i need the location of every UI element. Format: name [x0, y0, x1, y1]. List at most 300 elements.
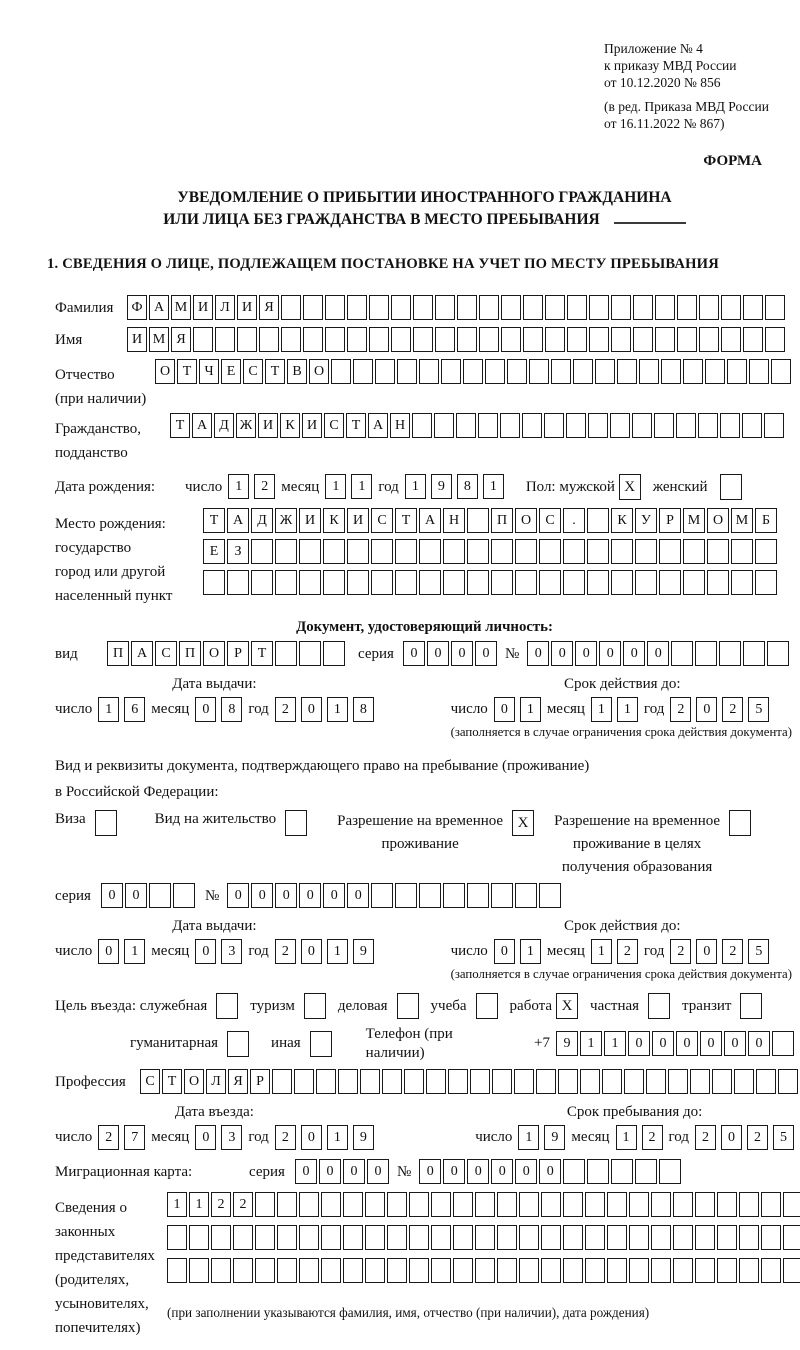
- char-cell: И: [347, 508, 369, 533]
- char-cell: 1: [228, 474, 249, 499]
- char-cell: 0: [195, 939, 216, 964]
- given-name-row: [55, 327, 794, 352]
- char-cell: [717, 1225, 737, 1250]
- birth-place-label: Место рождения: государство город или другой населенный пункт: [55, 515, 173, 604]
- char-cell: [395, 539, 417, 564]
- identity-series-cells: [403, 641, 497, 666]
- char-cell: [607, 1225, 627, 1250]
- char-cell: О: [184, 1069, 204, 1094]
- char-cell: [717, 1192, 737, 1217]
- stay-doc-issue-date-group: [55, 939, 374, 964]
- char-cell: 8: [353, 697, 374, 722]
- char-cell: О: [203, 641, 225, 666]
- char-cell: 2: [695, 1125, 716, 1150]
- purpose-label: Цель въезда:: [55, 997, 136, 1014]
- stay-doc-issue-heading: Дата выдачи:: [172, 918, 257, 935]
- char-cell: Т: [265, 359, 285, 384]
- title-line1: УВЕДОМЛЕНИЕ О ПРИБЫТИИ ИНОСТРАННОГО ГРАЖДАНИНА: [177, 188, 672, 206]
- char-cell: Н: [390, 413, 410, 438]
- char-cell: [281, 295, 301, 320]
- char-cell: [281, 327, 301, 352]
- char-cell: А: [131, 641, 153, 666]
- surname-cells: [127, 295, 785, 320]
- char-cell: 2: [670, 697, 691, 722]
- purpose-option-transit: транзит: [682, 993, 762, 1019]
- char-cell: [371, 539, 393, 564]
- char-cell: 0: [539, 1159, 561, 1184]
- patronymic-row: [55, 359, 794, 411]
- char-cell: 0: [98, 939, 119, 964]
- char-cell: [764, 413, 784, 438]
- date-part-label: год: [643, 701, 665, 718]
- date-part-cells: [405, 474, 504, 499]
- char-cell: [756, 1069, 776, 1094]
- char-cell: [299, 539, 321, 564]
- char-cell: Р: [227, 641, 249, 666]
- temp-residence-checkbox: X: [512, 810, 534, 836]
- char-cell: 1: [167, 1192, 187, 1217]
- appendix-line: от 10.12.2020 № 856: [604, 75, 721, 90]
- char-cell: [303, 327, 323, 352]
- date-part-cells: [98, 939, 145, 964]
- char-cell: С: [140, 1069, 160, 1094]
- char-cell: 2: [747, 1125, 768, 1150]
- char-cell: [431, 1225, 451, 1250]
- char-cell: [610, 413, 630, 438]
- char-cell: [705, 359, 725, 384]
- char-cell: [607, 1258, 627, 1283]
- char-cell: К: [323, 508, 345, 533]
- char-cell: [467, 883, 489, 908]
- char-cell: [237, 327, 257, 352]
- char-cell: 2: [254, 474, 275, 499]
- date-part-label: год: [248, 701, 269, 718]
- date-part-cells: [275, 939, 374, 964]
- char-cell: [655, 295, 675, 320]
- char-cell: [453, 1258, 473, 1283]
- char-cell: С: [324, 413, 344, 438]
- char-cell: [443, 570, 465, 595]
- char-cell: [321, 1258, 341, 1283]
- char-cell: [677, 295, 697, 320]
- char-cell: [434, 413, 454, 438]
- char-cell: Я: [171, 327, 191, 352]
- char-cell: Е: [221, 359, 241, 384]
- char-cell: А: [149, 295, 169, 320]
- legal-reps-row1-cells: [167, 1192, 800, 1217]
- char-cell: 0: [319, 1159, 341, 1184]
- char-cell: [515, 570, 537, 595]
- char-cell: [167, 1225, 187, 1250]
- date-part-label: месяц: [546, 943, 585, 960]
- char-cell: [497, 1225, 517, 1250]
- char-cell: Е: [203, 539, 225, 564]
- char-cell: 0: [515, 1159, 537, 1184]
- char-cell: 2: [722, 697, 743, 722]
- stay-until-col: [475, 1103, 794, 1150]
- identity-doc-row: [55, 641, 794, 666]
- char-cell: 0: [195, 1125, 216, 1150]
- char-cell: [589, 327, 609, 352]
- char-cell: [761, 1258, 781, 1283]
- date-part-cells: [98, 697, 145, 722]
- char-cell: [673, 1258, 693, 1283]
- char-cell: [721, 295, 741, 320]
- char-cell: [580, 1069, 600, 1094]
- char-cell: 0: [295, 1159, 317, 1184]
- char-cell: [275, 539, 297, 564]
- char-cell: Т: [177, 359, 197, 384]
- char-cell: [563, 539, 585, 564]
- char-cell: 0: [367, 1159, 389, 1184]
- char-cell: [695, 1192, 715, 1217]
- char-cell: [611, 295, 631, 320]
- char-cell: [343, 1258, 363, 1283]
- char-cell: 0: [623, 641, 645, 666]
- char-cell: [189, 1258, 209, 1283]
- char-cell: [734, 1069, 754, 1094]
- char-cell: [651, 1225, 671, 1250]
- char-cell: 0: [696, 697, 717, 722]
- sex-male-checkbox: X: [619, 474, 641, 500]
- legal-reps-row2-cells: [167, 1225, 800, 1250]
- char-cell: Т: [162, 1069, 182, 1094]
- char-cell: 2: [275, 697, 296, 722]
- citizenship-row: [55, 413, 794, 465]
- char-cell: 0: [299, 883, 321, 908]
- patronymic-label: Отчество (при наличии): [55, 366, 147, 407]
- char-cell: 0: [475, 641, 497, 666]
- char-cell: [519, 1258, 539, 1283]
- char-cell: [783, 1258, 800, 1283]
- char-cell: Т: [251, 641, 273, 666]
- char-cell: [491, 539, 513, 564]
- char-cell: [563, 570, 585, 595]
- legal-reps-label: Сведения о законных представителях (родителях, усыновителях, попечителях): [55, 1200, 155, 1337]
- char-cell: А: [227, 508, 249, 533]
- purpose-humanitarian-checkbox: [227, 1031, 249, 1057]
- char-cell: 0: [724, 1031, 746, 1056]
- char-cell: [412, 413, 432, 438]
- char-cell: [360, 1069, 380, 1094]
- char-cell: О: [707, 508, 729, 533]
- char-cell: [303, 295, 323, 320]
- char-cell: [683, 359, 703, 384]
- char-cell: 0: [347, 883, 369, 908]
- date-part-label: число: [475, 1129, 513, 1146]
- char-cell: [739, 1192, 759, 1217]
- appendix-line: Приложение № 4: [604, 41, 703, 56]
- char-cell: [635, 539, 657, 564]
- identity-valid-heading: Срок действия до:: [563, 676, 681, 693]
- char-cell: [541, 1192, 561, 1217]
- date-part-label: число: [450, 943, 488, 960]
- char-cell: [404, 1069, 424, 1094]
- patronymic-cells: [155, 359, 791, 384]
- char-cell: М: [171, 295, 191, 320]
- char-cell: [321, 1192, 341, 1217]
- char-cell: [316, 1069, 336, 1094]
- char-cell: [629, 1258, 649, 1283]
- char-cell: [545, 327, 565, 352]
- char-cell: Я: [259, 295, 279, 320]
- char-cell: 0: [301, 1125, 322, 1150]
- char-cell: К: [280, 413, 300, 438]
- residence-permit-label: Вид на жительство: [154, 811, 277, 828]
- char-cell: Ж: [275, 508, 297, 533]
- char-cell: [587, 539, 609, 564]
- char-cell: [321, 1225, 341, 1250]
- date-part-cells: [616, 1125, 663, 1150]
- date-part-label: месяц: [571, 1129, 610, 1146]
- date-part-label: месяц: [281, 478, 320, 495]
- char-cell: [529, 359, 549, 384]
- char-cell: 3: [221, 939, 242, 964]
- char-cell: [387, 1258, 407, 1283]
- entry-date-heading: Дата въезда:: [174, 1104, 254, 1121]
- char-cell: 1: [591, 939, 612, 964]
- char-cell: 0: [494, 939, 515, 964]
- char-cell: 1: [405, 474, 426, 499]
- char-cell: Д: [251, 508, 273, 533]
- section1-heading: 1. СВЕДЕНИЯ О ЛИЦЕ, ПОДЛЕЖАЩЕМ ПОСТАНОВКЕ НА УЧЕТ ПО МЕСТУ ПРЕБЫВАНИЯ: [47, 255, 719, 272]
- char-cell: [467, 508, 489, 533]
- char-cell: [563, 1258, 583, 1283]
- identity-series-label: серия: [358, 646, 394, 663]
- birth-date-label: Дата рождения:: [55, 478, 156, 495]
- char-cell: [683, 570, 705, 595]
- purpose-transit-checkbox: [740, 993, 762, 1019]
- char-cell: [419, 570, 441, 595]
- char-cell: [413, 295, 433, 320]
- date-part-label: год: [248, 1129, 269, 1146]
- char-cell: [409, 1225, 429, 1250]
- char-cell: [515, 539, 537, 564]
- char-cell: [536, 1069, 556, 1094]
- char-cell: [749, 359, 769, 384]
- char-cell: 6: [124, 697, 145, 722]
- char-cell: 0: [494, 697, 515, 722]
- char-cell: [323, 539, 345, 564]
- char-cell: [343, 1192, 363, 1217]
- char-cell: 1: [604, 1031, 626, 1056]
- char-cell: [783, 1225, 800, 1250]
- char-cell: [519, 1192, 539, 1217]
- date-part-label: месяц: [151, 701, 190, 718]
- char-cell: [695, 1258, 715, 1283]
- char-cell: [659, 539, 681, 564]
- char-cell: [646, 1069, 666, 1094]
- char-cell: [783, 1192, 800, 1217]
- char-cell: [255, 1192, 275, 1217]
- purpose-option-work: работа X: [510, 993, 579, 1019]
- char-cell: 0: [647, 641, 669, 666]
- char-cell: [448, 1069, 468, 1094]
- char-cell: [453, 1192, 473, 1217]
- char-cell: 8: [221, 697, 242, 722]
- char-cell: Р: [659, 508, 681, 533]
- char-cell: М: [149, 327, 169, 352]
- char-cell: [331, 359, 351, 384]
- char-cell: 0: [427, 641, 449, 666]
- purpose-option-business: служебная: [140, 993, 239, 1019]
- char-cell: [365, 1258, 385, 1283]
- char-cell: [275, 641, 297, 666]
- char-cell: [739, 1225, 759, 1250]
- char-cell: [566, 413, 586, 438]
- char-cell: [695, 1225, 715, 1250]
- char-cell: [544, 413, 564, 438]
- purpose-row: [55, 993, 794, 1019]
- char-cell: И: [258, 413, 278, 438]
- char-cell: [721, 327, 741, 352]
- given-name-cells: [127, 327, 785, 352]
- char-cell: И: [127, 327, 147, 352]
- char-cell: [491, 883, 513, 908]
- date-part-cells: [670, 697, 769, 722]
- char-cell: Л: [206, 1069, 226, 1094]
- residence-permit-option: [155, 810, 307, 836]
- purpose-option-tourism: туризм: [250, 993, 326, 1019]
- char-cell: [661, 359, 681, 384]
- char-cell: О: [309, 359, 329, 384]
- entry-date-group: [55, 1125, 374, 1150]
- char-cell: П: [107, 641, 129, 666]
- char-cell: [698, 413, 718, 438]
- char-cell: [515, 883, 537, 908]
- char-cell: М: [731, 508, 753, 533]
- purpose-option-other: иная: [271, 1031, 332, 1057]
- char-cell: [470, 1069, 490, 1094]
- date-part-label: год: [668, 1129, 689, 1146]
- purpose-option-humanitarian: гуманитарная: [130, 1031, 249, 1057]
- char-cell: [558, 1069, 578, 1094]
- title-line2: ИЛИ ЛИЦА БЕЗ ГРАЖДАНСТВА В МЕСТО ПРЕБЫВАНИЯ: [55, 209, 794, 231]
- birth-place-row3-cells: [203, 570, 777, 595]
- char-cell: К: [611, 508, 633, 533]
- char-cell: [227, 570, 249, 595]
- char-cell: [233, 1225, 253, 1250]
- char-cell: [211, 1258, 231, 1283]
- char-cell: 0: [227, 883, 249, 908]
- char-cell: [435, 295, 455, 320]
- char-cell: [507, 359, 527, 384]
- char-cell: [539, 539, 561, 564]
- stay-until-date-group: [475, 1125, 794, 1150]
- char-cell: 7: [124, 1125, 145, 1150]
- char-cell: [347, 295, 367, 320]
- char-cell: 9: [353, 1125, 374, 1150]
- date-part-label: число: [55, 943, 93, 960]
- char-cell: [673, 1192, 693, 1217]
- identity-issue-date-group: [55, 697, 374, 722]
- char-cell: [277, 1192, 297, 1217]
- char-cell: [475, 1225, 495, 1250]
- char-cell: [727, 359, 747, 384]
- char-cell: [375, 359, 395, 384]
- date-part-label: месяц: [151, 943, 190, 960]
- char-cell: 0: [628, 1031, 650, 1056]
- char-cell: [479, 327, 499, 352]
- char-cell: [633, 327, 653, 352]
- char-cell: 2: [211, 1192, 231, 1217]
- char-cell: [611, 570, 633, 595]
- char-cell: [514, 1069, 534, 1094]
- char-cell: [585, 1192, 605, 1217]
- char-cell: 1: [327, 939, 348, 964]
- char-cell: 8: [457, 474, 478, 499]
- char-cell: Т: [203, 508, 225, 533]
- char-cell: [419, 883, 441, 908]
- char-cell: [719, 641, 741, 666]
- char-cell: 2: [275, 939, 296, 964]
- char-cell: 0: [343, 1159, 365, 1184]
- date-part-cells: [195, 1125, 242, 1150]
- char-cell: [491, 570, 513, 595]
- date-part-cells: [228, 474, 275, 499]
- char-cell: [699, 327, 719, 352]
- char-cell: [668, 1069, 688, 1094]
- char-cell: [457, 327, 477, 352]
- char-cell: [629, 1192, 649, 1217]
- stay-doc-series-label: серия: [55, 888, 91, 905]
- char-cell: А: [192, 413, 212, 438]
- profession-row: [55, 1069, 794, 1094]
- char-cell: 2: [722, 939, 743, 964]
- char-cell: 1: [327, 697, 348, 722]
- char-cell: А: [419, 508, 441, 533]
- identity-doc-dates: [55, 675, 794, 741]
- char-cell: [347, 539, 369, 564]
- char-cell: 9: [556, 1031, 578, 1056]
- date-part-label: год: [248, 943, 269, 960]
- char-cell: [387, 1192, 407, 1217]
- date-part-label: месяц: [151, 1129, 190, 1146]
- profession-cells: [140, 1069, 798, 1094]
- date-part-label: год: [378, 478, 399, 495]
- char-cell: [767, 641, 789, 666]
- purpose-study-checkbox: [476, 993, 498, 1019]
- char-cell: М: [683, 508, 705, 533]
- char-cell: [395, 883, 417, 908]
- stay-doc-serial-row: [55, 883, 794, 908]
- char-cell: Д: [214, 413, 234, 438]
- stay-doc-issue-col: [55, 917, 374, 983]
- char-cell: [497, 1192, 517, 1217]
- char-cell: 0: [676, 1031, 698, 1056]
- char-cell: [761, 1225, 781, 1250]
- char-cell: [545, 295, 565, 320]
- purpose-other-checkbox: [310, 1031, 332, 1057]
- char-cell: [707, 539, 729, 564]
- char-cell: [651, 1258, 671, 1283]
- char-cell: 0: [251, 883, 273, 908]
- char-cell: С: [243, 359, 263, 384]
- char-cell: [233, 1258, 253, 1283]
- purpose-private-checkbox: [648, 993, 670, 1019]
- phone-label: Телефон (при наличии): [365, 1025, 453, 1061]
- char-cell: [632, 413, 652, 438]
- char-cell: [633, 295, 653, 320]
- char-cell: [443, 539, 465, 564]
- char-cell: 1: [520, 697, 541, 722]
- char-cell: [323, 570, 345, 595]
- char-cell: [203, 570, 225, 595]
- char-cell: [215, 327, 235, 352]
- date-part-label: месяц: [546, 701, 585, 718]
- char-cell: [453, 1225, 473, 1250]
- char-cell: [371, 570, 393, 595]
